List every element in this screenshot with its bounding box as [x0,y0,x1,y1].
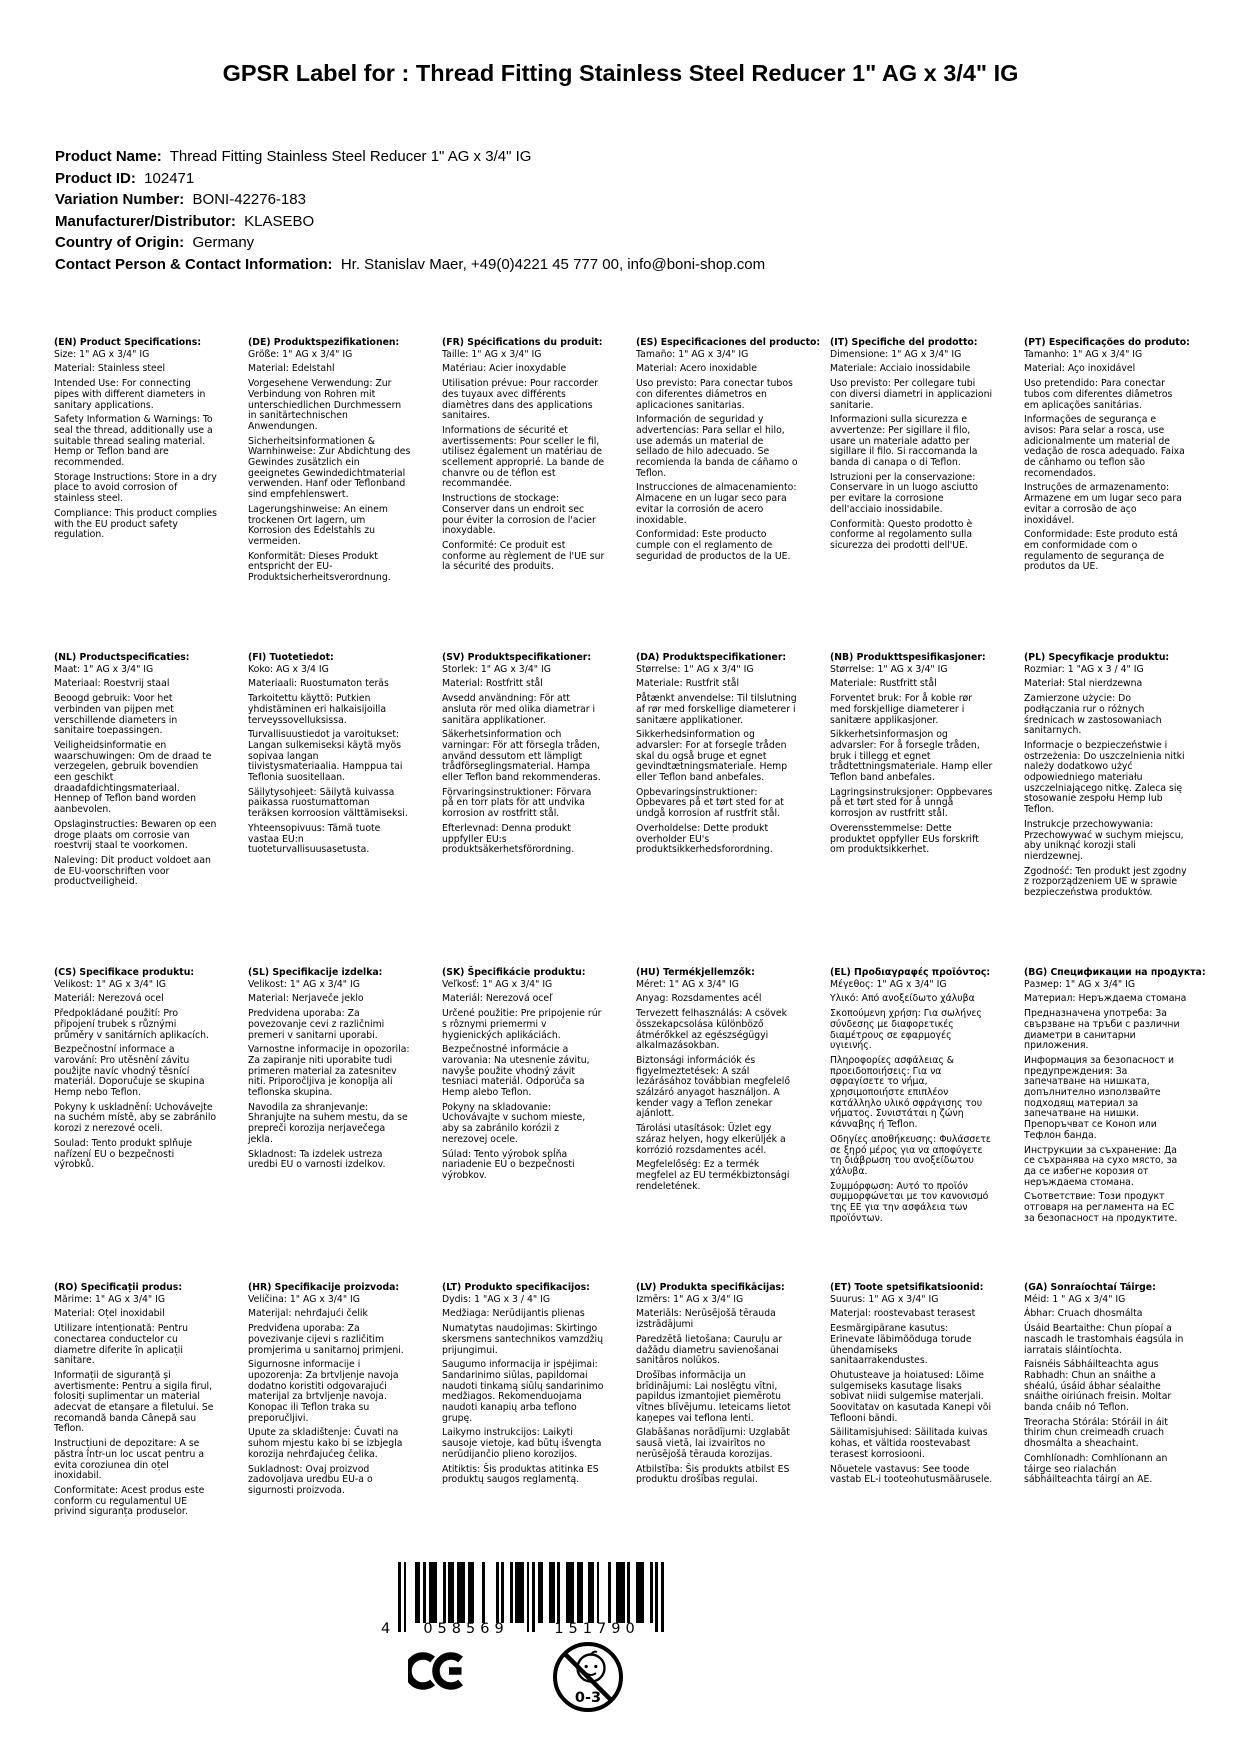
language-block-paragraph: Méret: 1" AG x 3/4" IG [636,978,739,990]
language-block-paragraph: Faisnéis Sábháilteachta agus Rabhadh: Chun an snáithe a shéalú, úsáid ábhar séalaithe snáithe oiriúnach freisin. Moltar banda cnáib nó Teflon. [1024,1359,1172,1414]
language-block [1024,653,1187,968]
language-block-paragraph: Uso previsto: Per collegare tubi con diversi diametri in applicazioni sanitarie. [830,378,993,411]
language-block-paragraph: Utilizare intenționată: Pentru conectarea conductelor cu diametre diferite în aplicații sanitare. [54,1323,188,1367]
language-block-paragraph: Informacje o bezpieczeństwie i ostrzeżenia: Do uszczelnienia nitki należy dodatkowo użyć odpowiedniego materiału uszczelniającego nitkę. Zaleca się stosowanie zespołu Hemp lub Teflon. [1024,739,1185,816]
language-block-heading: (FR) Spécifications du produit: [442,337,603,348]
language-block-paragraph: Tarkoitettu käyttö: Putkien yhdistäminen eri halkaisijoilla terveyssovelluksissa. [248,693,387,726]
language-block [636,337,821,653]
language-block-paragraph: Skladnost: Ta izdelek ustreza uredbi EU o varnosti izdelkov. [248,1148,386,1171]
language-block-paragraph: Utilisation prévue: Pour raccorder des tuyaux avec différents diamètres dans des applications sanitaires. [442,378,599,422]
language-block-paragraph: Tamaño: 1" AG x 3/4" IG [636,348,749,360]
language-block-heading: (SL) Specifikacije izdelka: [248,967,383,978]
language-block-paragraph: Storage Instructions: Store in a dry place to avoid corrosion of stainless steel. [54,471,217,505]
language-block-paragraph: Uso pretendido: Para conectar tubos com diferentes diâmetros em aplicações sanitárias. [1024,378,1173,411]
product-info-label: Country of Origin: [55,234,185,251]
language-block-paragraph: Πληροφορίες ασφάλειας & προειδοποιήσεις: Για να σφραγίσετε το νήμα, χρησιμοποιήστε επιπλέον κατάλληλο υλικό σφράγισης του νήματος. Συνιστάται η ζώνη κάνναβης ή Teflon. [830,1054,983,1131]
barcode-digits-left: 058569 [423,1621,509,1637]
language-block-paragraph: Maat: 1" AG x 3/4" IG [54,663,154,675]
language-block-paragraph: Treoracha Stórála: Stóráil in áit thirim chun creimeadh cruach dhosmálta a sheachaint. [1024,1416,1168,1450]
language-block [248,653,411,968]
language-block-paragraph: Saugumo informacija ir įspėjimai: Sandarinimo siūlas, papildomai naudoti tinkamą siūlų sandarinimo medžiagos. Rekomenduojama naudoti kanapių arba teflono grupę. [442,1359,604,1424]
language-block [248,968,411,1283]
language-block-paragraph: Sigurnosne informacije i upozorenja: Za brtvljenje navoja dodatno koristiti odgovarajući materijal za brtvljenje navoja. Konopac ili Teflon traka su preporučljivi. [248,1359,399,1424]
language-block-paragraph: Størrelse: 1" AG x 3/4" IG [636,663,754,675]
language-block-paragraph: Predvidena uporaba: Za povezovanje cevi z različnimi premeri v sanitarni uporabi. [248,1008,385,1041]
language-block [636,653,799,968]
language-block-paragraph: Compliance: This product complies with the EU product safety regulation. [54,507,217,541]
language-block-paragraph: Size: 1" AG x 3/4" IG [54,348,150,360]
language-block [442,653,605,968]
product-info-value: KLASEBO [235,212,315,230]
product-info [55,146,1155,275]
language-block-paragraph: Eesmärgipärane kasutus: Erinevate läbimõõduga torude ühendamiseks sanitaarrakendustes. [830,1323,972,1367]
language-block-paragraph: Συμμόρφωση: Αυτό το προϊόν συμμορφώνεται με τον κανονισμό της ΕΕ για την ασφάλεια των προϊόντων. [830,1180,989,1224]
language-block [830,968,993,1283]
language-block-paragraph: Paredzētā lietošana: Cauruļu ar dažādu diametru savienošanai sanitāros nolūkos. [636,1333,783,1367]
language-block-paragraph: Påtænkt anvendelse: Til tilslutning af rør med forskellige diameterer i sanitære applikationer. [636,693,797,726]
product-info-value: BONI-42276-183 [184,191,306,208]
language-block-paragraph: Izmērs: 1" AG x 3/4" IG [636,1293,744,1305]
language-block-paragraph: Materiale: Acciaio inossidabile [830,363,971,375]
language-block-paragraph: Materiaali: Ruostumaton teräs [248,678,389,690]
language-block-heading: (EN) Product Specifications: [54,337,202,348]
product-info-row [55,168,1155,190]
language-block-paragraph: Taille: 1" AG x 3/4" IG [442,348,542,360]
language-block [54,653,217,968]
language-block-paragraph: Sukladnost: Ovaj proizvod zadovoljava uredbu EU-a o sigurnosti proizvoda. [248,1463,373,1496]
language-block-heading: (HU) Termékjellemzők: [636,967,755,978]
language-block [54,338,217,653]
language-block-heading: (FI) Tuotetiedot: [248,652,334,663]
language-block-paragraph: Lagringsinstruksjoner: Oppbevares på et tørt sted for å unngå korrosjon av rustfritt stål. [830,786,993,820]
language-block-paragraph: Materiál: Nerezová oceľ [442,993,553,1005]
language-block-paragraph: Safety Information & Warnings: To seal the thread, additionally use a suitable thread sealing material. Hemp or Teflon band are recommended. [54,414,213,469]
language-block-paragraph: Zamierzone użycie: Do podłączania rur o różnych średnicach w zastosowaniach sanitarnych. [1024,693,1162,737]
product-info-value: Germany [184,234,255,251]
language-block-paragraph: Velikost: 1" AG x 3/4" IG [54,978,166,990]
language-block-paragraph: Predviđena uporaba: Za povezivanje cijevi s različitim promjerima u sanitarnoj primjeni. [248,1323,404,1356]
language-block-paragraph: Ábhar: Cruach dhosmálta [1024,1308,1143,1320]
language-block-paragraph: Materijal: nehrđajući čelik [248,1308,368,1320]
language-block-paragraph: Tárolási utasítások: Üzlet egy száraz helyen, hogy elkerüljék a korrózió rozsdamentes acél. [636,1123,786,1156]
language-block-paragraph: Forventet bruk: For å koble rør med forskjellige diameterer i sanitære applikasjoner. [830,693,973,726]
language-block [1024,967,1206,1283]
product-info-label: Manufacturer/Distributor: [55,212,236,230]
language-block-paragraph: Efterlevnad: Denna produkt uppfyller EU:s produktsäkerhetsförordning. [442,822,575,856]
product-info-row [55,254,1155,276]
language-block-paragraph: Megfelelőség: Ez a termék megfelel az EU termékbiztonsági rendeletének. [636,1159,790,1192]
language-block-paragraph: Rozmiar: 1 "AG x 3 / 4" IG [1024,663,1144,675]
language-block [1024,337,1190,653]
language-block-paragraph: Overensstemmelse: Dette produktet oppfyller EUs forskrift om produktsikkerhet. [830,822,979,856]
product-info-row [55,211,1155,233]
language-block [442,338,605,653]
language-block-paragraph: Materiale: Rustfritt stål [830,678,937,690]
language-block-paragraph: Größe: 1" AG x 3/4" IG [248,348,353,360]
language-block-paragraph: Naleving: Dit product voldoet aan de EU-voorschriften voor productveiligheid. [54,854,211,888]
language-block-heading: (NB) Produkttspesifikasjoner: [830,652,986,663]
language-block-paragraph: Material: Acero inoxidable [636,363,757,375]
language-block-paragraph: Velikost: 1" AG x 3/4" IG [248,978,360,990]
language-block-paragraph: Σκοπούμενη χρήση: Για σωλήνες σύνδεσης με διαφορετικές διαμέτρους σε εφαρμογές υγιεινής. [830,1008,982,1052]
age-warning-text: 0-3 [574,1690,602,1706]
ean-barcode [381,1562,664,1637]
language-block-paragraph: Conformidad: Este producto cumple con el reglamento de seguridad de productos de la UE. [636,529,791,562]
language-block-paragraph: Opslaginstructies: Bewaren op een droge plaats om corrosie van roestvrij staal te voorkomen. [54,818,217,852]
language-block-paragraph: Vorgesehene Verwendung: Zur Verbindung von Rohren mit unterschiedlichen Durchmessern in sanitärtechnischen Anwendungen. [248,378,402,432]
language-block-paragraph: Instrucciones de almacenamiento: Almacene en un lugar seco para evitar la corrosión de acero inoxidable. [636,482,797,526]
product-info-value: Hr. Stanislav Maer, +49(0)4221 45 777 00, info@boni-shop.com [332,255,766,273]
language-block-paragraph: Material: Aço inoxidável [1024,363,1136,375]
language-block [54,1283,217,1598]
language-block-paragraph: Beoogd gebruik: Voor het verbinden van pijpen met verschillende diameters in sanitaire toepassingen. [54,693,178,737]
language-block-paragraph: Avsedd användning: För att ansluta rör med olika diametrar i sanitära applikationer. [442,693,596,726]
language-block-paragraph: Istruzioni per la conservazione: Conservare in un luogo asciutto per evitare la corrosione dell'acciaio inossidabile. [830,471,978,515]
language-block-heading: (LT) Produkto specifikacijos: [442,1282,590,1293]
language-block-paragraph: Material: Nerjaveče jeklo [248,993,364,1005]
language-block-heading: (HR) Specifikacije proizvoda: [248,1282,400,1293]
language-block [248,1283,411,1598]
barcode-digits-right: 151790 [554,1621,640,1637]
language-block-paragraph: Veiligheidsinformatie en waarschuwingen: Om de draad te verzegelen, gebruik bovendien een geschikt draadafdichtingsmateriaal. Hennep of Teflon band worden aanbevolen. [54,739,212,816]
page-title: GPSR Label for : Thread Fitting Stainless Steel Reducer 1" AG x 3/4" IG [222,60,1019,86]
language-block [636,1283,799,1598]
product-info-row [55,189,1155,211]
language-block-heading: (RO) Specificații produs: [54,1282,183,1293]
product-info-row [55,232,1155,254]
language-block-paragraph: Konformität: Dieses Produkt entspricht der EU-Produktsicherheitsverordnung. [248,550,391,584]
ce-mark-icon [408,1650,466,1692]
language-block-paragraph: Matériau: Acier inoxydable [442,363,567,375]
language-block-heading: (LV) Produkta specifikācijas: [636,1282,785,1293]
language-block-paragraph: Bezpečnostné informácie a varovania: Na utesnenie závitu, navyše použite vhodný závit tesniaci materiál. Odporúča sa Hemp alebo Teflon. [442,1044,590,1099]
language-block-paragraph: Atitiktis: Šis produktas atitinka ES produktų saugos reglamentą. [442,1463,599,1486]
language-block-paragraph: Conformidade: Este produto está em conformidade com o regulamento de segurança de produtos da UE. [1024,529,1178,573]
product-info-value: Thread Fitting Stainless Steel Reducer 1" AG x 3/4" IG [161,148,532,165]
language-block-paragraph: Informații de siguranță și avertismente: Pentru a sigila firul, folosiți suplimentar un material adecvat de etanșare a filetului. Se recomandă banda Cânepă sau Teflon. [54,1369,214,1435]
language-block-paragraph: Materiāls: Nerūsējošā tērauda izstrādājumi [636,1308,776,1331]
language-block-paragraph: Información de seguridad y advertencias: Para sellar el hilo, use además un material de sellado de hilo adecuado. Se recomienda la banda de cáñamo o Teflon. [636,414,798,479]
barcode-numbers [381,1621,664,1639]
language-block-paragraph: Určené použitie: Pre pripojenie rúr s rôznymi priemermi v hygienických aplikáciách. [442,1008,602,1041]
product-info-row [55,146,1155,168]
language-block-paragraph: Navodila za shranjevanje: Shranjujte na suhem mestu, da se prepreči korozija nerjavečega jekla. [248,1101,408,1145]
language-block-paragraph: Instructions de stockage: Conserver dans un endroit sec pour éviter la corrosion de l'acier inoxydable. [442,493,596,537]
language-block-paragraph: Информация за безопасност и предупреждения: За запечатване на нишката, допълнително използвайте подходящ материал за запечатване на нишки. Препоръчват се Коноп или Тефлон банда. [1024,1054,1175,1141]
language-block-paragraph: Biztonsági információk és figyelmeztetések: A szál lezárásához továbbian megfelelő szálzáró anyagot használjon. A kender vagy a Teflon zenekar ajánlott. [636,1054,791,1120]
language-block-paragraph: Koko: AG x 3/4 IG [248,663,329,675]
language-block-paragraph: Drošības informācija un brīdinājumi: Lai noslēgtu vītni, papildus izmantojiet piemērotu vītnes blīvējumu. Ieteicams lietot kaņepes vai teflona lenti. [636,1369,791,1424]
language-block [442,968,605,1283]
language-block-heading: (SK) Špecifikácie produktu: [442,967,586,978]
language-block-paragraph: Laikymo instrukcijos: Laikyti sausoje vietoje, kad būtų išvengta nerūdijančio plieno korozijos. [442,1427,602,1460]
language-block-paragraph: Instrukcje przechowywania: Przechowywać w suchym miejscu, aby uniknąć korozji stali nierdzewnej. [1024,818,1184,862]
language-block-heading: (BG) Спецификации на продукта: [1024,967,1206,978]
language-block-heading: (PT) Especificações do produto: [1024,337,1190,348]
language-block-paragraph: Intended Use: For connecting pipes with different diameters in sanitary applications. [54,378,206,411]
language-block-paragraph: Informações de segurança e avisos: Para selar a rosca, use adicionalmente um material de vedação de rosca adequado. Faixa de cânhamo ou teflon são recomendados. [1024,414,1185,479]
language-block-paragraph: Turvallisuustiedot ja varoitukset: Langan sulkemiseksi käytä myös sopivaa langan tiivistysmateriaalia. Hamppua tai Teflonia suositellaan. [248,729,403,784]
language-block-paragraph: Úsáid Beartaithe: Chun píopaí a nascadh le trastomhais éagsúla in iarratais sláintíochta. [1024,1323,1184,1356]
language-block-heading: (PL) Specyfikacje produktu: [1024,652,1170,663]
language-block-paragraph: Yhteensopivuus: Tämä tuote vastaa EU:n tuoteturvallisuusasetusta. [248,822,381,856]
language-block-heading: (SV) Produktspecifikationer: [442,652,592,663]
language-block [830,653,993,968]
language-block-paragraph: Материал: Неръждаема стомана [1024,993,1187,1005]
language-block-paragraph: Méid: 1 " AG x 3/4" IG [1024,1293,1126,1305]
language-block-paragraph: Material: Edelstahl [248,363,335,375]
language-block-paragraph: Upute za skladištenje: Čuvati na suhom mjestu kako bi se izbjegla korozija nehrđajućeg čelika. [248,1427,403,1460]
language-block-paragraph: Säilitamisjuhised: Säilitada kuivas kohas, et vältida roostevabast terasest korrosiooni. [830,1427,988,1460]
language-block-paragraph: Glabāšanas norādījumi: Uzglabāt sausā vietā, lai izvairītos no nerūsējošā tērauda korozijas. [636,1427,790,1460]
language-block-heading: (IT) Specifiche del prodotto: [830,337,978,348]
language-block-paragraph: Säilytysohjeet: Säilytä kuivassa paikassa ruostumattoman teräksen korroosion välttämiseksi. [248,786,408,820]
language-block-paragraph: Uso previsto: Para conectar tubos con diferentes diámetros en aplicaciones sanitarias. [636,378,793,411]
language-block-paragraph: Zgodność: Ten produkt jest zgodny z rozporządzeniem UE w sprawie bezpieczeństwa produktów. [1024,865,1187,899]
language-block-paragraph: Opbevaringsinstruktioner: Opbevares på et tørt sted for at undgå korrosion af rustfrit stål. [636,786,784,820]
language-block-paragraph: Lagerungshinweise: An einem trockenen Ort lagern, um Korrosion des Edelstahls zu vermeiden. [248,503,388,547]
language-block-paragraph: Comhlíonadh: Comhlíonann an táirge seo rialachán sábháilteachta táirgí an AE. [1024,1452,1168,1486]
language-block-paragraph: Materjal: roostevabast terasest [830,1308,976,1320]
language-block-paragraph: Overholdelse: Dette produkt overholder EU's produktsikkerhedsforordning. [636,822,773,856]
language-block-paragraph: Conformità: Questo prodotto è conforme al regolamento sulla sicurezza dei prodotti dell'UE. [830,518,973,551]
language-block-paragraph: Súlad: Tento výrobok spĺňa nariadenie EÚ o bezpečnosti výrobkov. [442,1148,575,1181]
language-grid [54,337,1206,1598]
language-block-paragraph: Säkerhetsinformation och varningar: För att försegla tråden, använd dessutom ett lämpligt trådförseglingsmaterial. Hampa eller Teflon band rekommenderas. [442,729,601,784]
language-block-paragraph: Предназначена употреба: За свързване на тръби с различни диаметри в санитарни приложения. [1024,1008,1180,1052]
language-block-paragraph: Suurus: 1" AG x 3/4" IG [830,1293,939,1305]
language-block-paragraph: Soulad: Tento produkt splňuje nařízení EU o bezpečnosti výrobků. [54,1137,193,1171]
language-block-paragraph: Materiał: Stal nierdzewna [1024,678,1143,690]
language-block-paragraph: Dydis: 1 "AG x 3 / 4" IG [442,1293,551,1305]
language-block-paragraph: Numatytas naudojimas: Skirtingo skersmens santechnikos vamzdžių prijungimui. [442,1323,603,1356]
language-block-paragraph: Instrucțiuni de depozitare: A se păstra într-un loc uscat pentru a evita coroziunea din oțel inoxidabil. [54,1438,205,1482]
language-block-paragraph: Předpokládané použití: Pro připojení trubek s různými průměry v sanitárních aplikacích. [54,1008,209,1041]
language-block-paragraph: Anyag: Rozsdamentes acél [636,993,762,1005]
language-block [636,968,799,1283]
language-block-paragraph: Ohutusteave ja hoiatused: Lõime sulgemiseks kasutage lisaks sobivat niidi sulgemise materjali. Soovitatav on kasutada Kanepi või Teflooni bändi. [830,1369,992,1424]
language-block-heading: (DA) Produktspecifikationer: [636,652,787,663]
language-block-paragraph: Tamanho: 1" AG x 3/4" IG [1024,348,1143,360]
language-block-paragraph: Storlek: 1" AG x 3/4" IG [442,663,551,675]
product-info-value: 102471 [135,169,195,187]
language-block-paragraph: Sikkerhedsinformation og advarsler: For at forsegle tråden skal du også bruge et egnet gevindtætningsmateriale. Hemp eller Teflon band anbefales. [636,729,788,784]
language-block-heading: (ET) Toote spetsifikatsioonid: [830,1282,984,1293]
language-block-paragraph: Dimensione: 1" AG x 3/4" IG [830,348,962,360]
language-block-paragraph: Förvaringsinstruktioner: Förvara på en torr plats för att undvika korrosion av rostfritt stål. [442,786,592,820]
language-block [830,338,993,653]
language-block [1024,1283,1187,1598]
language-block-paragraph: Mărime: 1" AG x 3/4" IG [54,1293,166,1305]
language-block-heading: (DE) Produktspezifikationen: [248,337,400,348]
language-block [248,338,411,653]
language-block [54,968,217,1283]
product-info-label: Variation Number: [55,191,185,208]
language-block-paragraph: Atbilstība: Šis produkts atbilst ES produktu drošības regulai. [636,1463,790,1486]
language-block-paragraph: Bezpečnostní informace a varování: Pro utěsnění závitu použijte navíc vhodný těsnící materiál. Doporučuje se skupina Hemp nebo Teflon. [54,1044,205,1099]
product-info-label: Contact Person & Contact Information: [55,255,333,273]
language-block-paragraph: Tervezett felhasználás: A csövek összekapcsolása különböző átmérőkkel az egészségügyi alkalmazásokban. [636,1008,787,1052]
language-block [442,1283,605,1598]
language-block-heading: (GA) Sonraíochtaí Táirge: [1024,1282,1156,1293]
language-block-paragraph: Инструкции за съхранение: Да се съхранява на сухо място, за да се избегне корозия от неръждаема стомана. [1024,1144,1178,1188]
language-block-paragraph: Pokyny na skladovanie: Uchovávajte v suchom mieste, aby sa zabránilo korózii z nerezovej ocele. [442,1101,586,1145]
language-block-paragraph: Nõuetele vastavus: See toode vastab EL-i tooteohutusmäärusele. [830,1463,993,1486]
language-block-paragraph: Υλικό: Από ανοξείδωτο χάλυβα [830,993,975,1005]
language-block-paragraph: Material: Rostfritt stål [442,678,543,690]
language-block-paragraph: Instruções de armazenamento: Armazene em um lugar seco para evitar a corrosão de aço inoxidável. [1024,482,1182,526]
language-block-paragraph: Materiaal: Roestvrij staal [54,678,170,690]
product-info-label: Product Name: [55,148,162,165]
language-block-paragraph: Οδηγίες αποθήκευσης: Φυλάσσετε σε ξηρό μέρος για να αποφύγετε τη διάβρωση του ανοξείδωτου χάλυβα. [830,1133,991,1177]
language-block-paragraph: Conformitate: Acest produs este conform cu regulamentul UE privind siguranța produselor. [54,1484,205,1518]
age-warning-0-3-icon [551,1640,625,1714]
language-block-paragraph: Sikkerhetsinformasjon og advarsler: For å forsegle tråden, bruk i tillegg et egnet trådtettningsmateriale. Hamp eller Teflon band anbefales. [830,729,993,784]
language-block-paragraph: Medžiaga: Nerūdijantis plienas [442,1308,585,1320]
language-block-heading: (EL) Προδιαγραφές προϊόντος: [830,967,991,978]
language-block-paragraph: Størrelse: 1" AG x 3/4" IG [830,663,948,675]
language-block-paragraph: Conformité: Ce produit est conforme au règlement de l'UE sur la sécurité des produits. [442,539,605,573]
language-block-heading: (CS) Specifikace produktu: [54,967,195,978]
language-block-heading: (NL) Productspecificaties: [54,652,190,663]
language-block-paragraph: Material: Oțel inoxidabil [54,1308,165,1320]
product-info-label: Product ID: [55,169,136,187]
language-block-paragraph: Material: Stainless steel [54,363,166,375]
language-block [830,1283,993,1598]
language-block-paragraph: Veľkosť: 1" AG x 3/4" IG [442,978,553,990]
language-block-paragraph: Materiale: Rustfrit stål [636,678,740,690]
barcode-digit-lead: 4 [381,1621,391,1637]
language-block-paragraph: Съответствие: Този продукт отговаря на регламента на ЕС за безопасност на продуктите. [1024,1191,1178,1224]
language-block-paragraph: Materiál: Nerezová ocel [54,993,164,1005]
language-block-paragraph: Varnostne informacije in opozorila: Za zapiranje niti uporabite tudi primeren material za zatesnitev niti. Priporočljiva je konoplja ali teflonska skupina. [248,1044,410,1099]
language-block-heading: (ES) Especificaciones del producto: [636,337,821,348]
language-block-paragraph: Sicherheitsinformationen & Warnhinweise: Zur Abdichtung des Gewindes zusätzlich ein geeignetes Gewindedichtmaterial verwenden. Hanf oder Teflonband sind empfehlenswert. [248,435,411,501]
language-block-paragraph: Informazioni sulla sicurezza e avvertenze: Per sigillare il filo, usare un materiale adatto per sigillare il filo. Si raccomanda la banda di canapa o di Teflon. [830,414,978,469]
language-block-paragraph: Informations de sécurité et avertissements: Pour sceller le fil, utilisez également un matériau de scellement approprié. La bande de chanvre ou de téflon est recommandée. [442,424,605,490]
language-block-paragraph: Размер: 1" AG x 3/4" IG [1024,978,1136,990]
language-block-paragraph: Μέγεθος: 1" AG x 3/4" IG [830,978,947,990]
language-block-paragraph: Veličina: 1" AG x 3/4" IG [248,1293,360,1305]
language-block-paragraph: Pokyny k uskladnění: Uchovávejte na suchém místě, aby se zabránilo korozi z nerezové oceli. [54,1101,217,1135]
